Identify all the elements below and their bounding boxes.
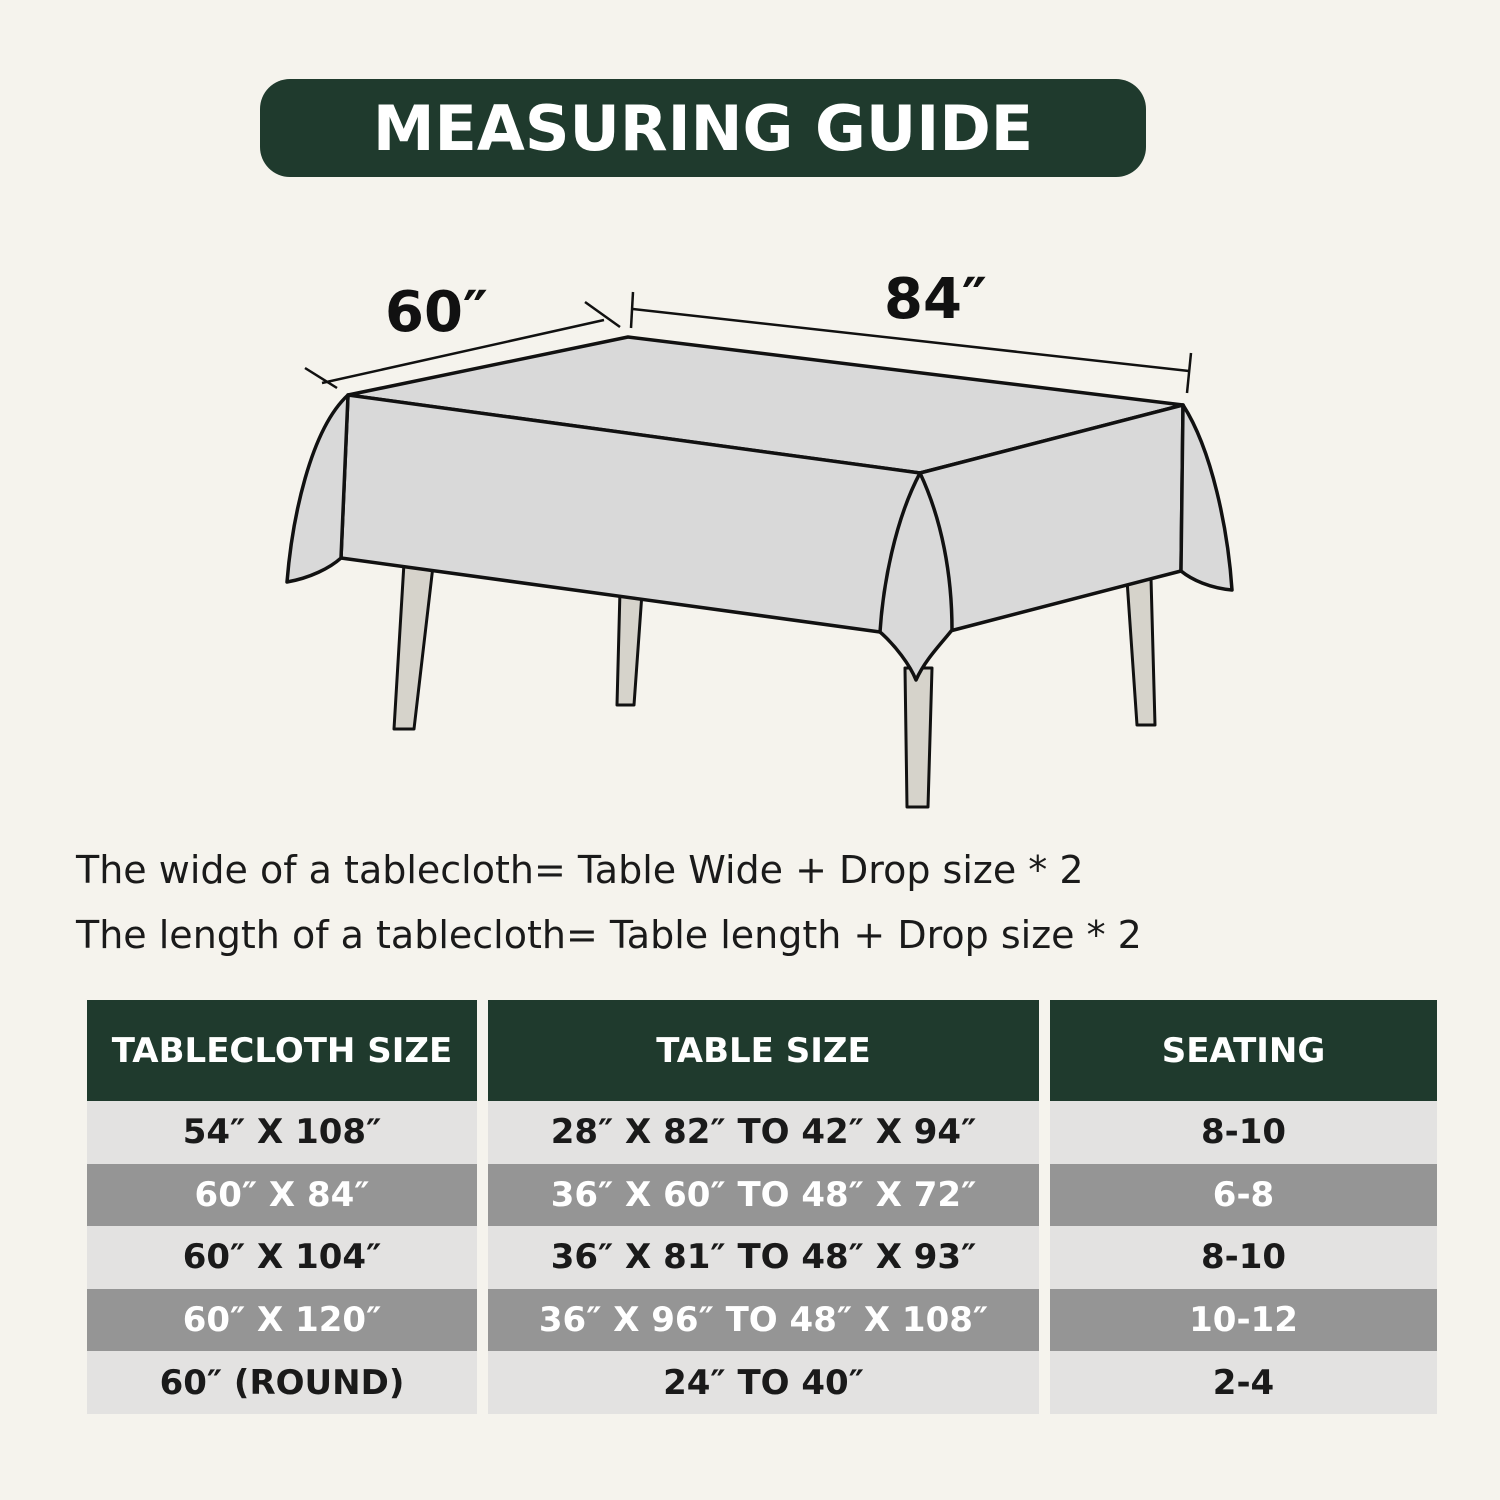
table-cell: 60″ X 104″ — [87, 1226, 477, 1289]
width-label: 60″ — [385, 280, 488, 345]
table-cell: 36″ X 60″ TO 48″ X 72″ — [488, 1164, 1039, 1227]
table-cell: 54″ X 108″ — [87, 1101, 477, 1164]
table-cell: 36″ X 81″ TO 48″ X 93″ — [488, 1226, 1039, 1289]
page-title: MEASURING GUIDE — [372, 91, 1034, 165]
header-table-size: TABLE SIZE — [488, 1000, 1039, 1101]
header-tablecloth-size: TABLECLOTH SIZE — [87, 1000, 477, 1101]
table-leg-back-middle — [617, 590, 642, 705]
table-cell: 36″ X 96″ TO 48″ X 108″ — [488, 1289, 1039, 1352]
table-leg-back-right — [1127, 578, 1155, 725]
column-tablecloth-size — [87, 1000, 477, 1414]
width-formula: The wide of a tablecloth= Table Wide + Drop size * 2 — [76, 848, 1084, 892]
tablecloth-right-drape — [1181, 405, 1232, 590]
length-label: 84″ — [884, 267, 987, 332]
column-seating — [1050, 1000, 1437, 1414]
table-leg-back-left — [394, 563, 433, 729]
table-cell: 28″ X 82″ TO 42″ X 94″ — [488, 1101, 1039, 1164]
table-cell: 10-12 — [1050, 1289, 1437, 1352]
table-cell: 8-10 — [1050, 1226, 1437, 1289]
tablecloth-left-drape — [287, 395, 348, 582]
table-cell: 60″ X 120″ — [87, 1289, 477, 1352]
table-cell: 2-4 — [1050, 1351, 1437, 1414]
table-cell: 8-10 — [1050, 1101, 1437, 1164]
table-leg-front — [905, 668, 932, 807]
header-seating: SEATING — [1050, 1000, 1437, 1101]
column-table-size — [488, 1000, 1039, 1414]
table-cell: 6-8 — [1050, 1164, 1437, 1227]
table-cell: 24″ TO 40″ — [488, 1351, 1039, 1414]
table-cell: 60″ (ROUND) — [87, 1351, 477, 1414]
table-cell: 60″ X 84″ — [87, 1164, 477, 1227]
length-formula: The length of a tablecloth= Table length + Drop size * 2 — [76, 913, 1142, 957]
